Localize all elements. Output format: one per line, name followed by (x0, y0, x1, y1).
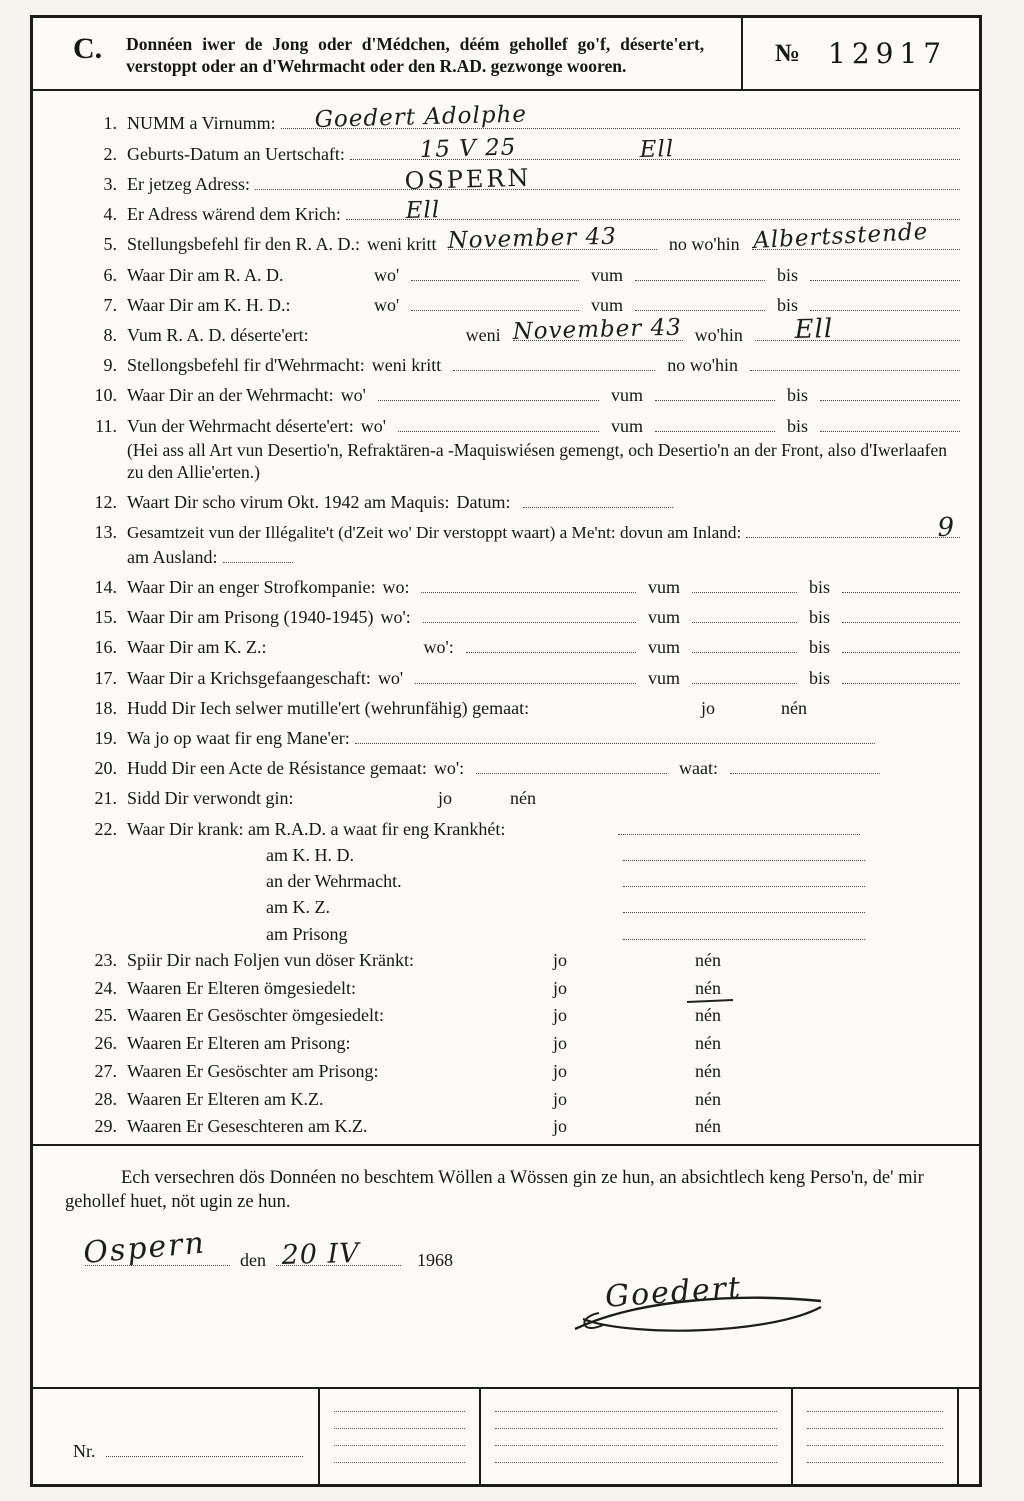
dotted-line (692, 609, 797, 623)
row-number: 8. (103, 325, 117, 346)
declaration-text: Ech versechren dös Donnéen no beschtem Wöllen a Wössen gin ze hun, an absichtlech keng Perso'n, de' mir gehollef huet, nöt ugin ze hun. (65, 1168, 924, 1213)
inline-label: bis (786, 415, 808, 436)
option-jo: jo (438, 788, 453, 809)
dotted-line (810, 267, 960, 281)
bottom-table-cell (793, 1389, 959, 1484)
row-number: 4. (103, 204, 117, 225)
inline-label: vum (590, 294, 623, 315)
dotted-line (523, 494, 673, 508)
dotted-line (820, 418, 960, 432)
row-label: Hudd Dir Iech selwer mutille'ert (wehrunfähig) gemaat: (127, 697, 530, 718)
row-number: 18. (94, 697, 117, 718)
form-row-18 (83, 698, 965, 719)
row-label: am K. H. D. (266, 844, 354, 865)
row-number: 15. (94, 607, 117, 628)
nr-row (73, 1441, 308, 1462)
row-number: 29. (94, 1116, 117, 1137)
row-number: 11. (95, 415, 117, 436)
inline-label: bis (776, 294, 798, 315)
option-jo: jo (701, 697, 716, 718)
numero-symbol: № (774, 39, 801, 67)
form-row-6 (83, 265, 965, 286)
year-label: 1968 (417, 1250, 453, 1271)
form-row-22-sub (266, 845, 965, 866)
row-label: Waar Dir am K. H. D.: (127, 294, 291, 315)
header-description: Donnéen iwer de Jong oder d'Médchen, déém gehollef go'f, déserte'ert, verstoppt oder an d'Wehrmacht oder den R.AD. gezwonge wooren. (126, 34, 705, 76)
row-number: 25. (94, 1005, 117, 1026)
inline-label: wo'hin (694, 325, 743, 346)
form-row-28 (83, 1089, 965, 1110)
dotted-line (842, 579, 960, 593)
dotted-line (623, 847, 865, 861)
form-row-14 (83, 577, 965, 598)
signature (569, 1270, 829, 1339)
header-section (33, 18, 979, 91)
dotted-line (378, 387, 599, 401)
option-nen: nén (510, 788, 536, 809)
dotted-line (635, 297, 765, 311)
row-number: 5. (103, 234, 117, 255)
dotted-line (746, 512, 960, 543)
inline-label: bis (808, 576, 830, 597)
option-jo: jo (553, 1005, 568, 1026)
dotted-line (692, 639, 797, 653)
handwritten-entry: 15 V 25 (419, 134, 517, 164)
form-row-17 (83, 668, 965, 689)
bottom-table-cell (320, 1389, 482, 1484)
option-jo: jo (553, 1060, 568, 1081)
dotted-line (415, 670, 636, 684)
dotted-line (281, 101, 960, 134)
inline-label: wo' (374, 264, 400, 285)
inline-label: bis (776, 264, 798, 285)
dotted-line (807, 1461, 943, 1463)
dotted-line (750, 357, 960, 371)
inline-label: weni kritt (371, 355, 442, 376)
row-number: 6. (103, 264, 117, 285)
form-row-15 (83, 607, 965, 628)
handwritten-place: Ospern (81, 1225, 208, 1272)
form-row-21 (83, 788, 965, 809)
form-row-20 (83, 758, 965, 779)
bottom-table-cell-empty (959, 1389, 979, 1484)
row-label: Er Adress wärend dem Krich: (127, 204, 341, 225)
dotted-line (692, 670, 797, 684)
row-label: Geburts-Datum an Uertschaft: (127, 143, 345, 164)
form-row-22 (83, 819, 965, 840)
inline-label: wo: (382, 576, 410, 597)
dotted-line (810, 297, 960, 311)
inline-label: bis (808, 637, 830, 658)
inline-label: weni (465, 325, 501, 346)
dotted-line (421, 579, 636, 593)
den-label: den (240, 1250, 266, 1271)
inline-label: wo' (360, 415, 387, 436)
dotted-line (842, 609, 960, 623)
row-number: 23. (94, 949, 117, 970)
row-number: 7. (103, 294, 117, 315)
dotted-line (820, 387, 960, 401)
inline-label: wo' (377, 667, 404, 688)
spacer (865, 833, 965, 835)
signature-area (33, 1270, 979, 1339)
inline-label: bis (786, 385, 808, 406)
dotted-line (623, 873, 865, 887)
form-row-9 (83, 355, 965, 376)
dotted-line (807, 1444, 943, 1446)
row-label: Waar Dir an der Wehrmacht: (127, 385, 334, 406)
dotted-line (350, 134, 960, 164)
option-jo: jo (553, 949, 568, 970)
signature-flourish-icon (569, 1289, 829, 1339)
inline-label: bis (808, 667, 830, 688)
inline-label: vum (647, 667, 680, 688)
form-row-22-sub (266, 897, 965, 918)
inline-label: vum (647, 576, 680, 597)
dotted-line (755, 314, 960, 346)
option-nen: nén (695, 1060, 721, 1081)
row-label: Waaren Er Elteren am K.Z. (127, 1088, 324, 1109)
inline-label: vum (610, 415, 643, 436)
row-number: 24. (94, 977, 117, 998)
spacer (683, 495, 961, 508)
form-row-23 (83, 950, 965, 971)
handwritten-entry: November 43 (511, 314, 682, 345)
row-number: 14. (94, 576, 117, 597)
handwritten-entry: OSPERN (404, 163, 532, 195)
option-nen: nén (695, 1116, 721, 1137)
row-number: 1. (103, 113, 117, 134)
dotted-line (807, 1427, 943, 1429)
row-label: NUMM a Virnumm: (127, 113, 276, 134)
dotted-line (411, 297, 579, 311)
document-number: 12917 (828, 37, 948, 71)
dotted-line (623, 926, 865, 940)
dotted-line (495, 1461, 777, 1463)
dotted-line (730, 760, 880, 774)
row-number: 16. (94, 637, 117, 658)
form-row-22-sub (266, 924, 965, 945)
option-nen: nén (695, 949, 721, 970)
row-label: am Prisong (266, 923, 348, 944)
form-body (33, 91, 979, 1137)
row-number: 9. (103, 355, 117, 376)
form-row-2 (83, 134, 965, 165)
dotted-line (655, 418, 775, 432)
dotted-line (752, 219, 960, 255)
row-label: Spiir Dir nach Foljen vun döser Kränkt: (127, 949, 414, 970)
date-line (81, 1225, 979, 1272)
form-row-29 (83, 1116, 965, 1137)
row-label: Er jetzeg Adress: (127, 173, 250, 194)
inline-label: wo': (423, 637, 454, 658)
inline-label: vum (647, 637, 680, 658)
inline-label: wo': (433, 758, 465, 779)
page-frame (30, 15, 982, 1487)
row-label: an der Wehrmacht. (266, 871, 402, 892)
row-label: Stellongsbefehl fir d'Wehrmacht: (127, 355, 365, 376)
inline-label: wo': (380, 607, 411, 628)
row-label: Wa jo op waat fir eng Mane'er: (127, 727, 350, 748)
row-number: 21. (94, 788, 117, 809)
dotted-line (334, 1427, 466, 1429)
row-number: 27. (94, 1060, 117, 1081)
handwritten-date: 20 IV (281, 1238, 361, 1272)
handwritten-entry: Albertsstende (752, 219, 929, 255)
dotted-line (255, 163, 960, 195)
form-row-4 (83, 197, 965, 225)
form-row-19 (83, 728, 965, 749)
spacer (880, 742, 965, 744)
row-number: 10. (94, 385, 117, 406)
handwritten-signature: Goedert (603, 1270, 744, 1315)
row-number: 17. (94, 667, 117, 688)
row-label: Waart Dir scho virum Okt. 1942 am Maquis: (127, 492, 450, 513)
row-label: Waaren Er Gesöschter ömgesiedelt: (127, 1005, 384, 1026)
inline-label: vum (590, 264, 623, 285)
inline-label: wo' (374, 294, 400, 315)
form-row-12 (83, 492, 965, 513)
row-label: Vun der Wehrmacht déserte'ert: (127, 415, 354, 436)
spacer (267, 651, 417, 653)
inline-label: wo' (340, 385, 366, 406)
form-row-22-sub (266, 871, 965, 892)
dotted-line (411, 267, 579, 281)
handwritten-entry: Ell (639, 136, 675, 164)
handwritten-entry: Ell (405, 197, 441, 224)
row-label: Waar Dir am R. A. D. (127, 264, 284, 285)
form-row-8 (83, 314, 965, 346)
section-letter: C. (73, 32, 103, 65)
handwritten-entry: November 43 (447, 223, 618, 255)
inline-label: bis (808, 607, 830, 628)
row-label: Waaren Er Elteren am Prisong: (127, 1033, 351, 1054)
row-label: Waar Dir am K. Z.: (127, 637, 267, 658)
dotted-line (807, 1410, 943, 1412)
form-row-7 (83, 295, 965, 316)
inline-label: vum (647, 607, 680, 628)
row-label: Waar Dir a Krichsgefaangeschaft: (127, 667, 371, 688)
row-label: Waaren Er Geseschteren am K.Z. (127, 1116, 368, 1137)
header-left (33, 18, 741, 89)
bottom-table (33, 1387, 979, 1484)
dotted-line (618, 821, 860, 835)
row-label: Waar Dir an enger Strofkompanie: (127, 576, 376, 597)
inline-label: Datum: (456, 492, 511, 513)
row-label: am K. Z. (266, 897, 330, 918)
row-label: am Ausland: (127, 546, 218, 567)
date-dotted-line (276, 1238, 401, 1272)
spacer (309, 339, 459, 341)
dotted-line (334, 1461, 466, 1463)
dotted-line (655, 387, 775, 401)
handwritten-entry: 9 (937, 512, 956, 543)
row-number: 13. (94, 522, 117, 543)
option-jo: jo (553, 1116, 568, 1137)
nr-label: Nr. (73, 1441, 96, 1461)
dotted-line (447, 223, 656, 255)
row-number: 12. (94, 492, 117, 513)
row-number: 26. (94, 1033, 117, 1054)
dotted-line (495, 1410, 777, 1412)
inline-label: vum (610, 385, 643, 406)
handwritten-entry: Ell (794, 314, 834, 346)
inline-label: waat: (679, 758, 718, 779)
form-row-13 (83, 512, 965, 543)
dotted-line (334, 1410, 466, 1412)
row-label: Hudd Dir een Acte de Résistance gemaat: (127, 758, 427, 779)
form-row-27 (83, 1061, 965, 1082)
dotted-line (398, 418, 599, 432)
dotted-line (355, 730, 875, 744)
handwritten-entry: Goedert Adolphe (313, 101, 527, 134)
form-row-16 (83, 637, 965, 658)
option-nen: nén (695, 1088, 721, 1109)
row-number: 19. (94, 727, 117, 748)
document-number-box (741, 18, 979, 89)
option-nen-underlined: nén (695, 977, 721, 998)
option-jo: jo (553, 1088, 568, 1109)
dotted-line (692, 579, 797, 593)
row-label: Waaren Er Gesöschter am Prisong: (127, 1060, 379, 1081)
inline-label: weni kritt (366, 234, 437, 255)
form-row-10 (83, 385, 965, 406)
dotted-line (453, 357, 655, 371)
option-jo: jo (553, 1033, 568, 1054)
dotted-line (423, 609, 636, 623)
inline-label: no wo'hin (667, 355, 738, 376)
form-row-11 (83, 416, 965, 437)
dotted-line (223, 549, 293, 563)
row-number: 20. (94, 758, 117, 779)
inline-label: no wo'hin (668, 234, 740, 255)
form-row-1 (83, 101, 965, 134)
row-label: Gesamtzeit vun der Illégalite't (d'Zeit wo' Dir verstoppt waart) a Me'nt: dovun am Inland: (127, 523, 742, 543)
spacer (885, 772, 965, 774)
dotted-line (495, 1444, 777, 1446)
spacer (303, 550, 961, 563)
dotted-line (842, 670, 960, 684)
option-nen: nén (695, 1005, 721, 1026)
bottom-table-cell (481, 1389, 793, 1484)
row-label: Sidd Dir verwondt gin: (127, 788, 294, 809)
dotted-line (334, 1444, 466, 1446)
form-row-25 (83, 1005, 965, 1026)
row-number: 28. (94, 1088, 117, 1109)
form-row-3 (83, 163, 965, 195)
row-label: Waaren Er Elteren ömgesiedelt: (127, 977, 356, 998)
dotted-line (842, 639, 960, 653)
dotted-line (106, 1443, 303, 1457)
dotted-line (495, 1427, 777, 1429)
row-number: 22. (94, 818, 117, 839)
row-label: Vum R. A. D. déserte'ert: (127, 325, 309, 346)
dotted-line (623, 899, 865, 913)
row-number: 2. (103, 143, 117, 164)
note-text: (Hei ass all Art vun Desertio'n, Refraktären-a -Maquiswiésen gemengt, och Desertio'n an der Front, also d'Iwerlaafen zu den Allie'erten.) (127, 439, 948, 482)
row-label: Waar Dir krank: am R.A.D. a waat fir eng Krankhét: (127, 818, 506, 839)
dotted-line (511, 314, 683, 345)
dotted-line (466, 639, 636, 653)
dotted-line (476, 760, 667, 774)
form-row-26 (83, 1033, 965, 1054)
option-nen: nén (781, 697, 807, 718)
dotted-line (635, 267, 765, 281)
bottom-table-cell-nr (33, 1389, 320, 1484)
option-nen: nén (695, 1033, 721, 1054)
form-row-24 (83, 978, 965, 999)
form-row-5 (83, 219, 965, 255)
option-jo: jo (553, 977, 568, 998)
row-label: Waar Dir am Prisong (1940-1945) (127, 607, 374, 628)
form-row-13b (127, 547, 965, 568)
row-number: 3. (103, 173, 117, 194)
dotted-line (346, 197, 960, 224)
row-label: Stellungsbefehl fir den R. A. D.: (127, 234, 360, 255)
place-dotted-line (81, 1225, 230, 1272)
